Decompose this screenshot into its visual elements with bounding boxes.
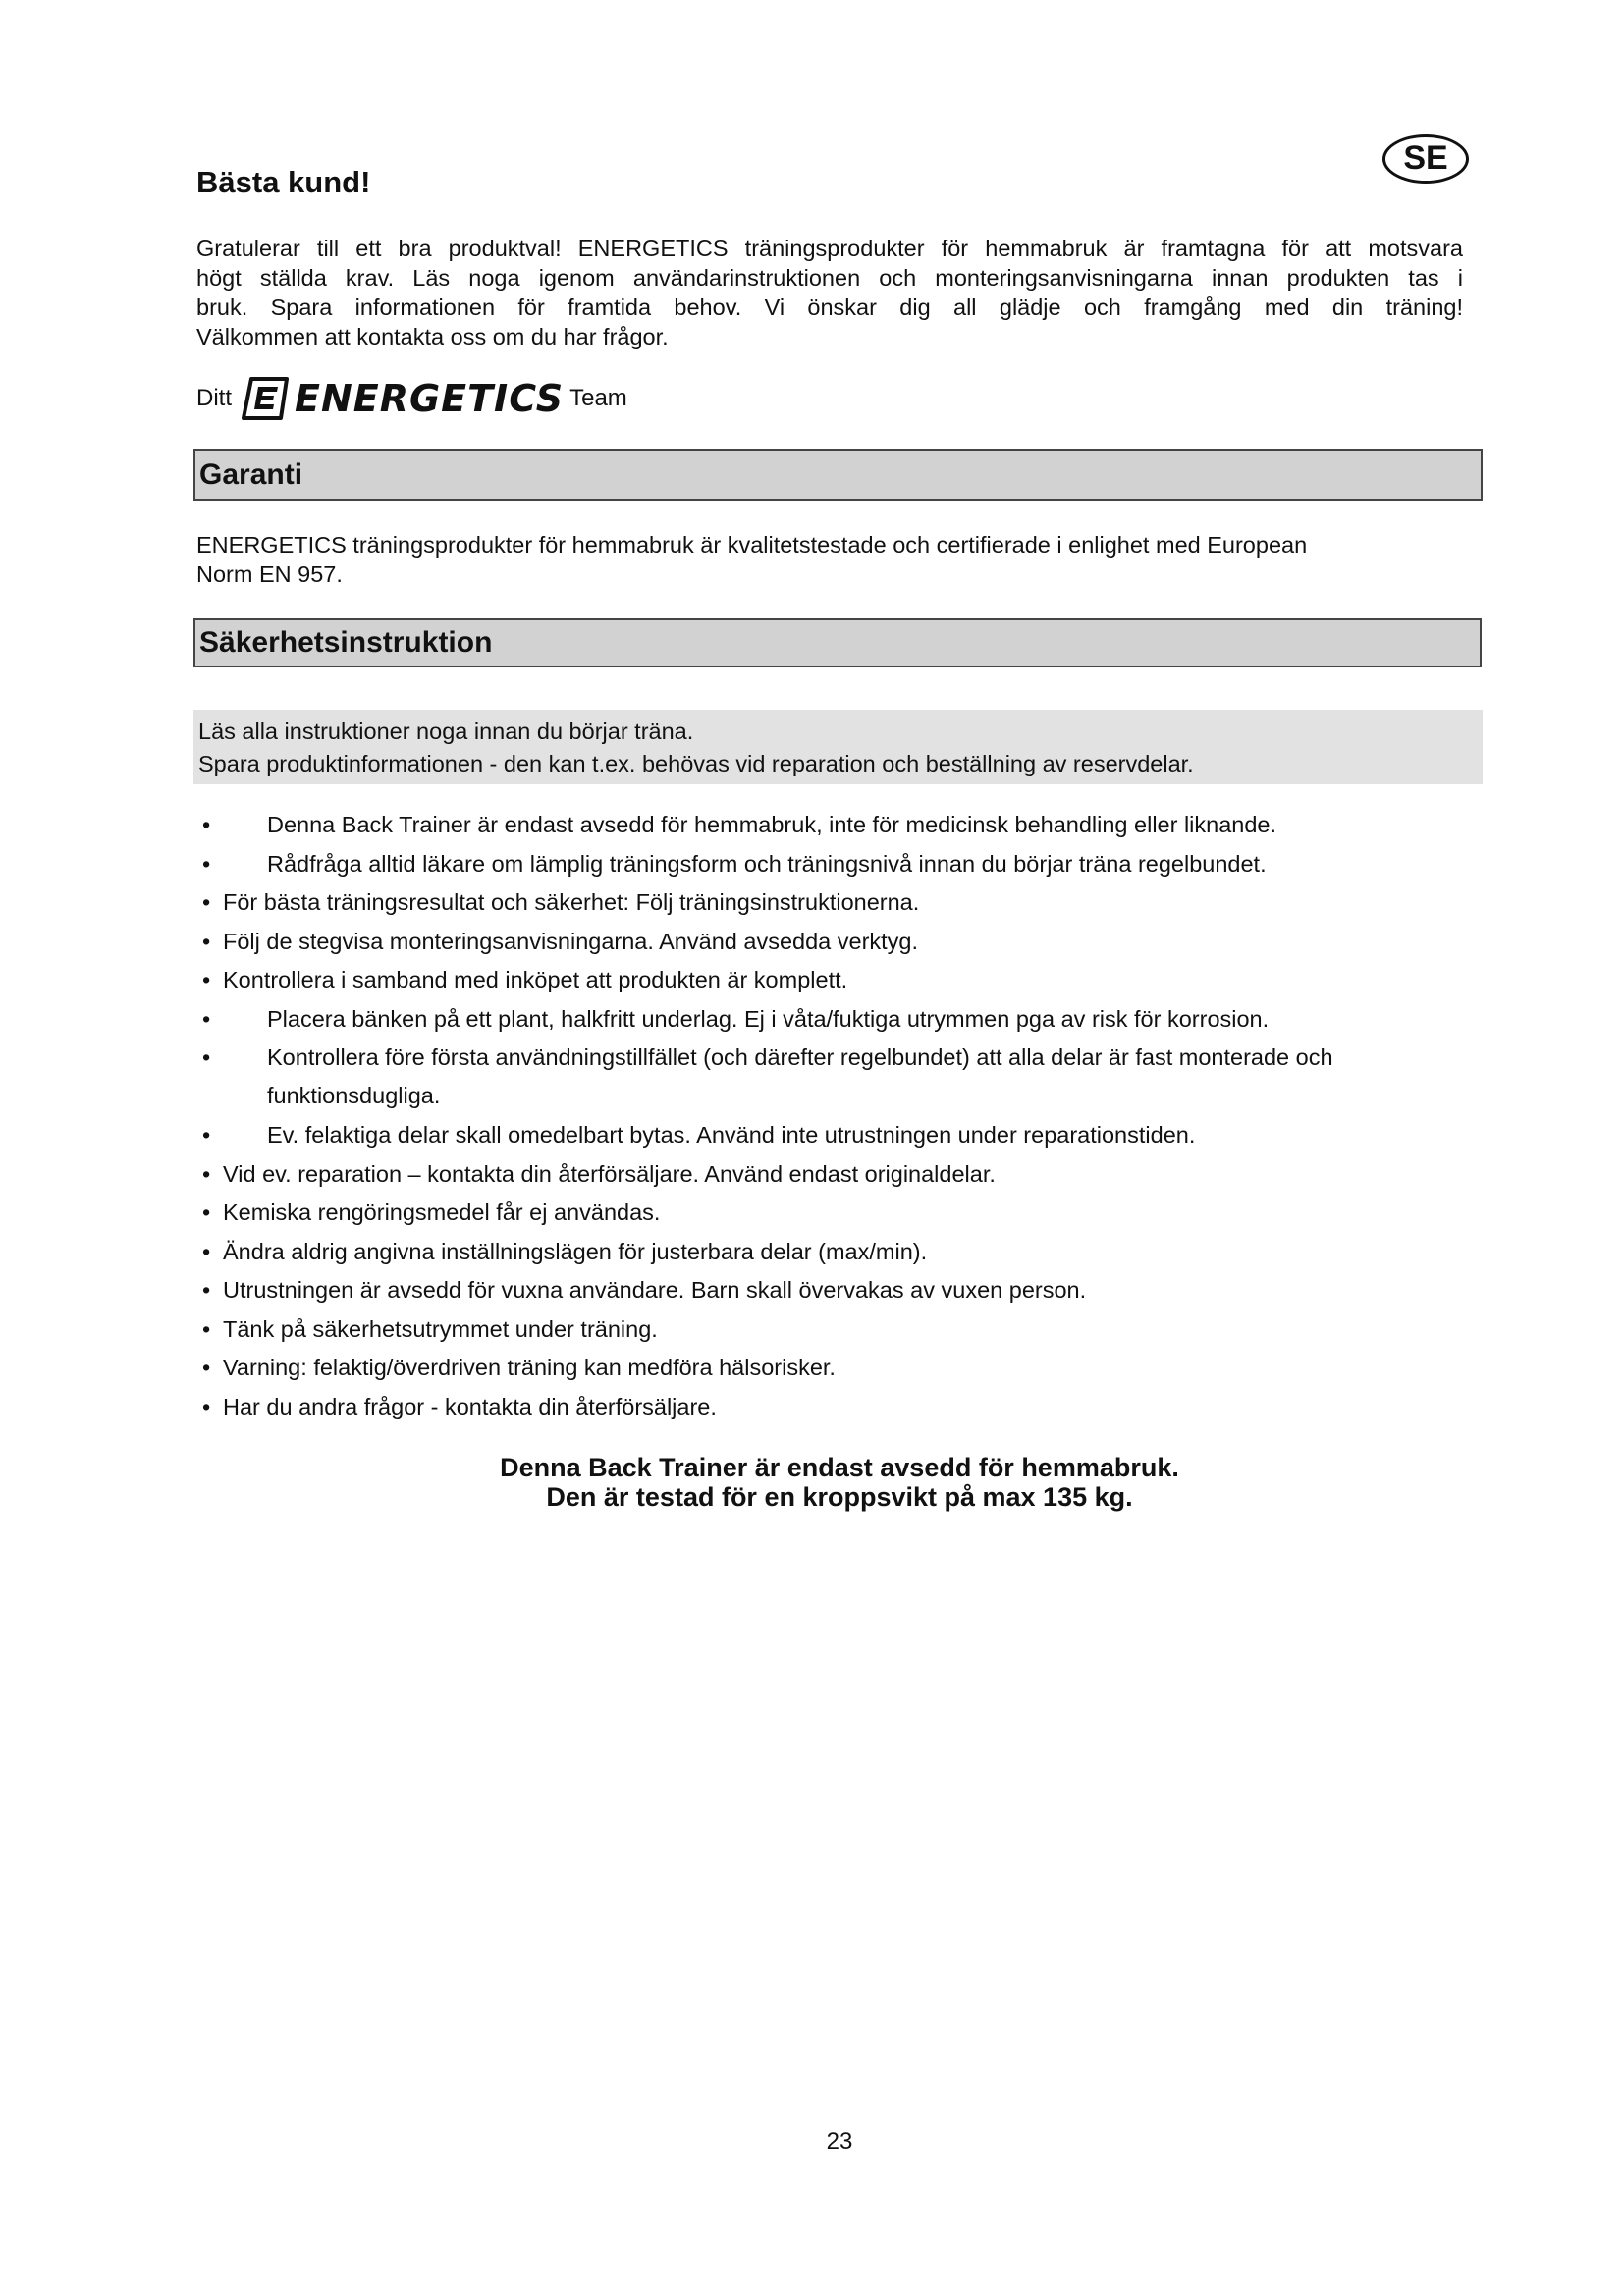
signature-prefix: Ditt [196,385,232,411]
bullet-icon: • [202,1005,211,1032]
list-item-text: Har du andra frågor - kontakta din återförsäljare. [223,1393,717,1419]
list-item [196,1392,1473,1431]
list-item-text: Kontrollera i samband med inköpet att produkten är komplett. [223,967,848,992]
list-item-text: Kontrollera före första användningstillfället (och därefter regelbundet) att alla delar är fast monterade och [267,1044,1333,1070]
signature [196,373,627,424]
section-header-safety [193,618,1482,667]
bullet-icon: • [202,850,211,877]
section-title: Garanti [199,457,303,491]
list-item [196,1198,1473,1237]
list-item-text: Rådfråga alltid läkare om lämplig träningsform och träningsnivå innan du börjar träna regelbundet. [267,850,1267,877]
list-item-text: Utrustningen är avsedd för vuxna användare. Barn skall övervakas av vuxen person. [223,1277,1087,1303]
bullet-icon: • [202,1044,211,1070]
bullet-icon: • [202,1200,211,1225]
bullet-icon: • [202,1160,211,1187]
list-item [196,810,1473,849]
intro-line: bruk. Spara informationen för framtida behov. Vi önskar dig all glädje och framgång med din träning! [196,294,1463,320]
list-item [196,965,1473,1004]
list-item [196,927,1473,966]
section-header-garanti [193,449,1483,501]
energetics-wordmark: ENERGETICS [295,377,565,420]
list-item-text: Vid ev. reparation – kontakta din återförsäljare. Använd endast originaldelar. [223,1160,996,1187]
list-item-text: Tänk på säkerhetsutrymmet under träning. [223,1315,658,1342]
closing-statement [196,1453,1483,1512]
list-item-text: Denna Back Trainer är endast avsedd för hemmabruk, inte för medicinsk behandling eller liknande. [267,812,1277,837]
intro-paragraph [196,234,1463,351]
list-item [196,1353,1473,1392]
list-item-text: För bästa träningsresultat och säkerhet: Följ träningsinstruktionerna. [223,889,920,915]
bullet-icon: • [202,1355,211,1380]
list-item [196,1314,1473,1354]
bullet-icon: • [202,812,211,837]
signature-suffix: Team [569,385,627,411]
list-item [196,1237,1473,1276]
safety-note: Spara produktinformationen - den kan t.ex. behövas vid reparation och beställning av reservdelar. [198,751,1194,776]
bullet-icon: • [202,1238,211,1264]
garanti-line: Norm EN 957. [196,561,343,587]
list-item-text: Varning: felaktig/överdriven träning kan medföra hälsorisker. [223,1355,836,1380]
safety-note: Läs alla instruktioner noga innan du börjar träna. [198,719,694,744]
list-item [196,1275,1473,1314]
list-item-text: Ändra aldrig angivna inställningslägen för justerbara delar (max/min). [223,1238,928,1264]
bullet-icon: • [202,1315,211,1342]
garanti-line: ENERGETICS träningsprodukter för hemmabruk är kvalitetstestade och certifierade i enlighet med European [196,532,1308,558]
bullet-icon: • [202,1277,211,1303]
list-item [196,1159,1473,1199]
list-item [196,887,1473,927]
safety-note-box [193,710,1483,784]
intro-line: Gratulerar till ett bra produktval! ENERGETICS träningsprodukter för hemmabruk är framtagna för att motsvara [196,236,1463,261]
page-heading: Bästa kund! [196,165,371,199]
bullet-icon: • [202,928,211,954]
list-item [196,1004,1473,1043]
page-number: 23 [826,2128,853,2155]
closing-line: Denna Back Trainer är endast avsedd för hemmabruk. [500,1453,1179,1482]
bullet-icon: • [202,967,211,992]
section-title: Säkerhetsinstruktion [199,626,493,659]
safety-bullet-list [196,810,1473,1430]
intro-line: Välkommen att kontakta oss om du har frågor. [196,324,669,349]
list-item [196,1120,1473,1159]
bullet-icon: • [202,1393,211,1419]
energetics-logo [242,376,564,421]
bullet-icon: • [202,1122,211,1148]
language-badge: SE [1382,134,1469,184]
list-item [196,1042,1473,1120]
list-item-text: Kemiska rengöringsmedel får ej användas. [223,1200,661,1225]
list-item-text: Ev. felaktiga delar skall omedelbart bytas. Använd inte utrustningen under reparationstiden. [267,1122,1196,1148]
list-item-text-continued: funktionsdugliga. [267,1083,441,1108]
energetics-e-icon [242,376,289,421]
list-item-text: Följ de stegvisa monteringsanvisningarna. Använd avsedda verktyg. [223,928,919,954]
garanti-paragraph [196,530,1463,589]
list-item-text: Placera bänken på ett plant, halkfritt underlag. Ej i våta/fuktiga utrymmen pga av risk för korrosion. [267,1005,1270,1032]
closing-line: Den är testad för en kroppsvikt på max 135 kg. [546,1482,1133,1512]
intro-line: högt ställda krav. Läs noga igenom användarinstruktionen och monteringsanvisningarna innan produkten tas i [196,265,1463,291]
list-item [196,849,1473,888]
bullet-icon: • [202,889,211,915]
